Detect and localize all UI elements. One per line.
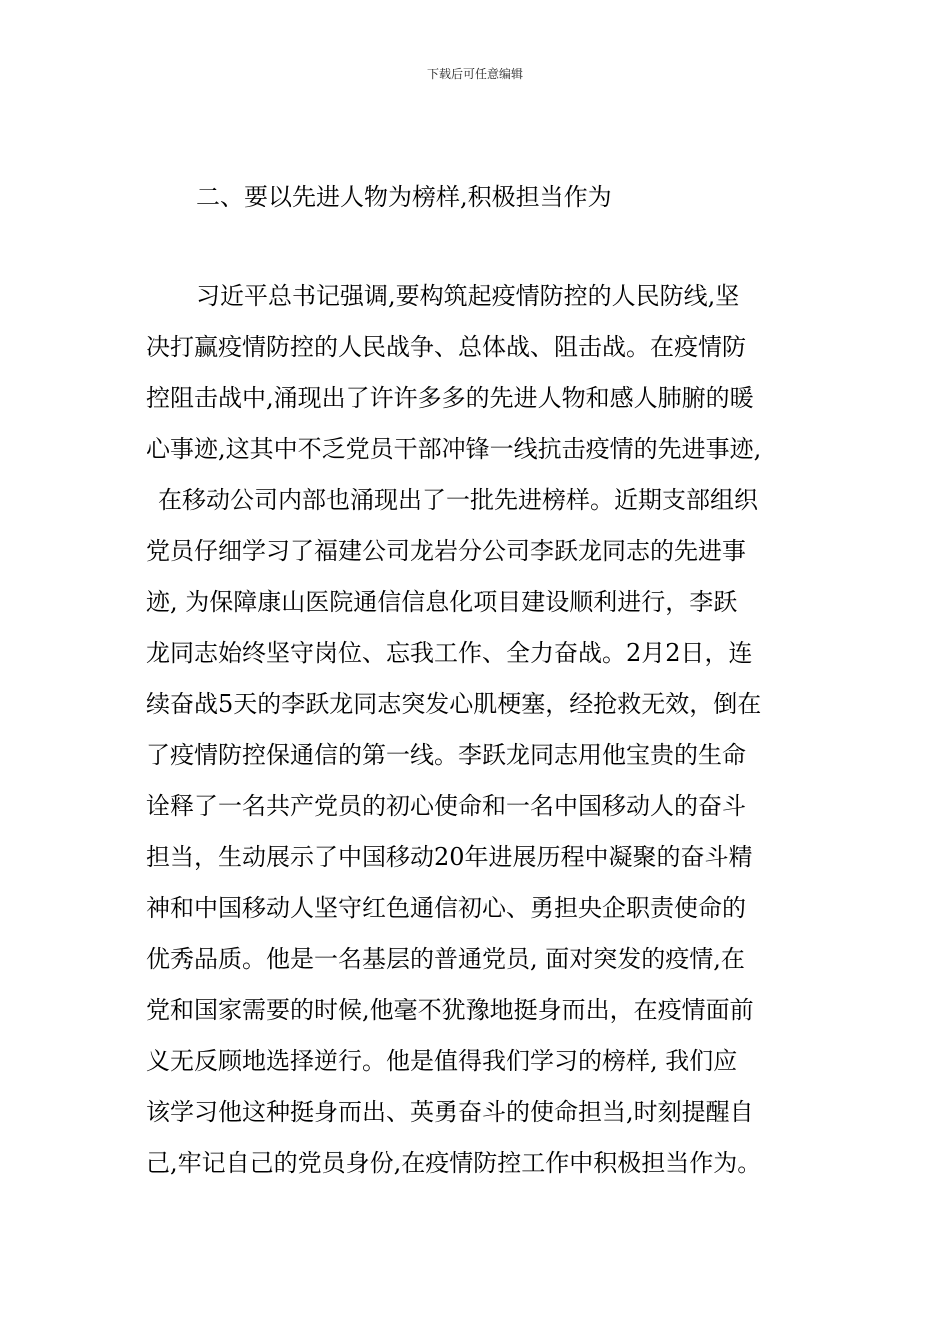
paragraph-line: 该学习他这种挺身而出、英勇奋斗的使命担当,时刻提醒自 [146, 1098, 754, 1126]
paragraph-line: 党和国家需要的时候,他毫不犹豫地挺身而出，在疫情面前 [146, 996, 754, 1024]
paragraph-line: 迹, 为保障康山医院通信信息化项目建设顺利进行，李跃 [146, 588, 738, 616]
paragraph-line: 己,牢记自己的党员身份,在疫情防控工作中积极担当作为。 [146, 1149, 762, 1177]
page-header-note: 下载后可任意编辑 [426, 67, 523, 81]
paragraph-line: 诠释了一名共产党员的初心使命和一名中国移动人的奋斗 [146, 792, 746, 820]
paragraph-line: 担当，生动展示了中国移动20年进展历程中凝聚的奋斗精 [146, 843, 753, 871]
paragraph-line: 在移动公司内部也涌现出了一批先进榜样。近期支部组织 [158, 486, 758, 514]
section-heading: 二、要以先进人物为榜样,积极担当作为 [196, 183, 612, 211]
paragraph-line: 决打赢疫情防控的人民战争、总体战、阻击战。在疫情防 [146, 333, 746, 361]
paragraph-line: 控阻击战中,涌现出了许许多多的先进人物和感人肺腑的暖 [146, 384, 754, 412]
paragraph-line: 优秀品质。他是一名基层的普通党员, 面对突发的疫情,在 [146, 945, 745, 973]
paragraph-line: 神和中国移动人坚守红色通信初心、勇担央企职责使命的 [146, 894, 746, 922]
paragraph-line: 习近平总书记强调,要构筑起疫情防控的人民防线,坚 [196, 282, 740, 310]
paragraph-line: 了疫情防控保通信的第一线。李跃龙同志用他宝贵的生命 [146, 741, 746, 769]
paragraph-line: 龙同志始终坚守岗位、忘我工作、全力奋战。2月2日，连 [146, 639, 753, 667]
paragraph-line: 党员仔细学习了福建公司龙岩分公司李跃龙同志的先进事 [146, 537, 746, 565]
paragraph-line: 义无反顾地选择逆行。他是值得我们学习的榜样, 我们应 [146, 1047, 738, 1075]
paragraph-line: 续奋战5天的李跃龙同志突发心肌梗塞，经抢救无效，倒在 [146, 690, 762, 718]
paragraph-line: 心事迹,这其中不乏党员干部冲锋一线抗击疫情的先进事迹, [146, 435, 762, 463]
